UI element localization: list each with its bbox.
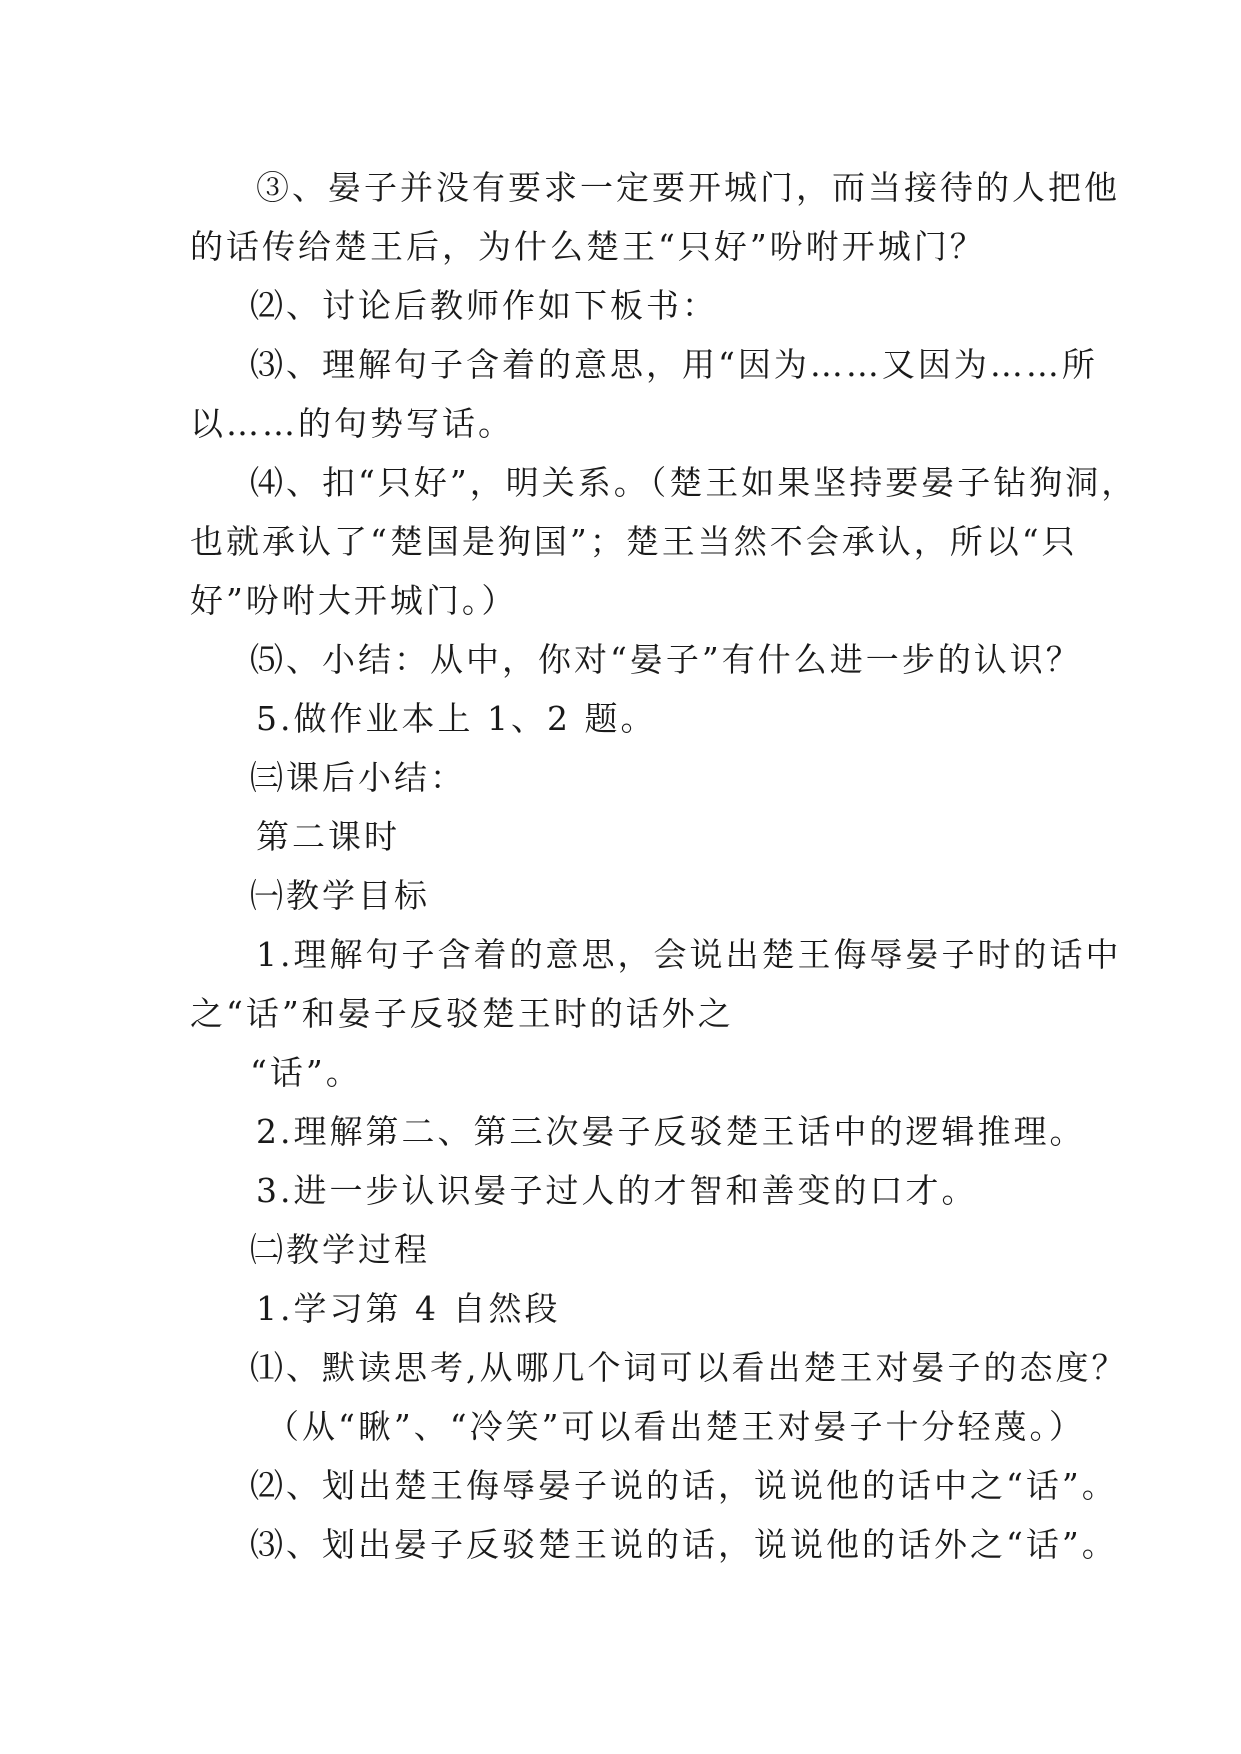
paragraph-line: ⑶、划出晏子反驳楚王说的话，说说他的话外之“话”。 (250, 1525, 1118, 1564)
lesson-heading: 第二课时 (256, 817, 400, 856)
paragraph-line: 好”吩咐大开城门。） (190, 581, 518, 620)
paragraph-line: 也就承认了“楚国是狗国”；楚王当然不会承认，所以“只 (190, 522, 1078, 561)
paragraph-line: （从“瞅”、“冷笑”可以看出楚王对晏子十分轻蔑。） (266, 1407, 1085, 1446)
paragraph-line: 1.学习第 4 自然段 (256, 1289, 561, 1328)
paragraph-line: 之“话”和晏子反驳楚王时的话外之 (190, 994, 734, 1033)
paragraph-line: ⑸、小结：从中，你对“晏子”有什么进一步的认识？ (250, 640, 1082, 679)
paragraph-line: 1.理解句子含着的意思，会说出楚王侮辱晏子时的话中 (256, 935, 1122, 974)
paragraph-line: ⑷、扣“只好”，明关系。（楚王如果坚持要晏子钻狗洞， (250, 463, 1138, 502)
section-heading: ㈠教学目标 (250, 876, 430, 915)
paragraph-line: ⑵、划出楚王侮辱晏子说的话，说说他的话中之“话”。 (250, 1466, 1118, 1505)
paragraph-line: “话”。 (250, 1053, 362, 1092)
paragraph-line: 5.做作业本上 1、2 题。 (256, 699, 657, 738)
paragraph-line: 3.进一步认识晏子过人的才智和善变的口才。 (256, 1171, 978, 1210)
section-heading: ㈢课后小结： (250, 758, 466, 797)
section-heading: ㈡教学过程 (250, 1230, 430, 1269)
paragraph-line: 以……的句势写话。 (190, 404, 514, 443)
paragraph-line: ⑴、默读思考,从哪几个词可以看出楚王对晏子的态度？ (250, 1348, 1128, 1387)
paragraph-line: 的话传给楚王后，为什么楚王“只好”吩咐开城门？ (190, 227, 986, 266)
paragraph-line: ③、晏子并没有要求一定要开城门，而当接待的人把他 (256, 168, 1120, 207)
paragraph-line: ⑵、讨论后教师作如下板书： (250, 286, 718, 325)
paragraph-line: ⑶、理解句子含着的意思，用“因为……又因为……所 (250, 345, 1098, 384)
paragraph-line: 2.理解第二、第三次晏子反驳楚王话中的逻辑推理。 (256, 1112, 1086, 1151)
